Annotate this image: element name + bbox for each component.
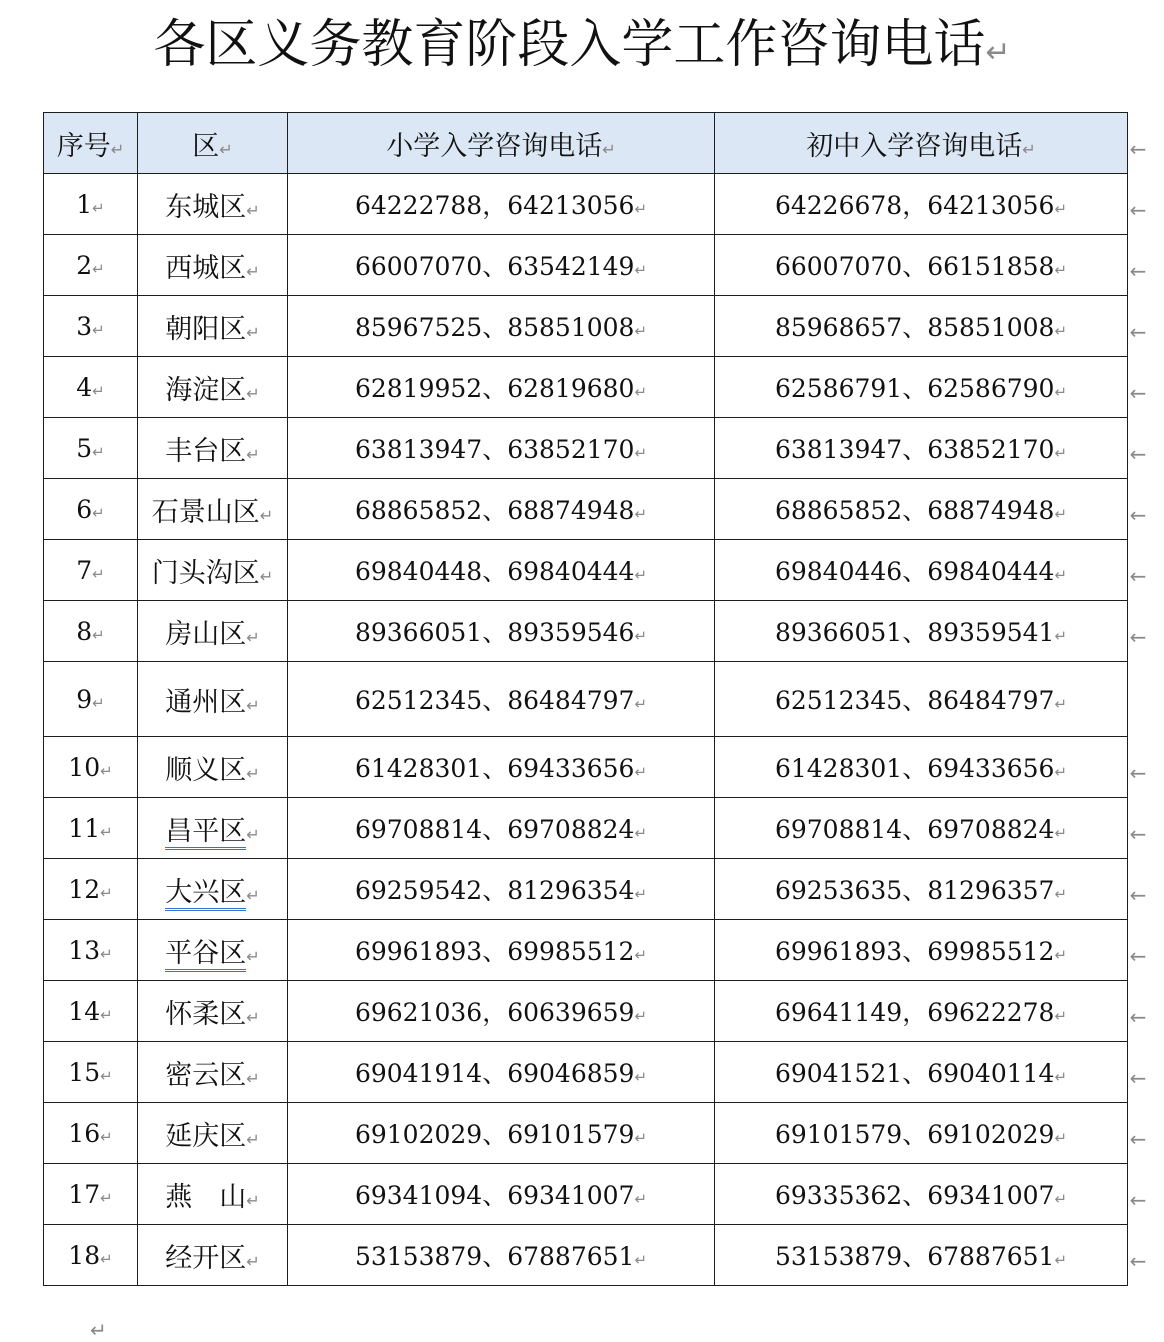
paragraph-mark-icon: ↵ [92,564,105,583]
paragraph-mark-icon: ↵ [92,198,105,217]
cell-primary-phone [288,798,715,859]
cell-middle-phone [715,1164,1128,1225]
cell-middle-phone [715,737,1128,798]
cell-primary-phone-text: 63813947、63852170 [354,435,635,464]
header-index: 序号↵ [44,113,138,174]
paragraph-mark-icon: ↵ [92,442,105,461]
cell-middle-phone [715,798,1128,859]
cell-middle-phone [715,859,1128,920]
paragraph-mark-icon: ↵ [100,1249,113,1268]
cell-middle-phone [715,1225,1128,1286]
cell-middle-phone-text: 85968657、85851008 [774,313,1055,342]
cell-district [138,662,288,737]
cell-middle-phone-text: 62512345、86484797 [774,686,1055,715]
paragraph-mark-icon: ↵ [246,824,260,844]
cell-middle-phone [715,981,1128,1042]
cell-district [138,1042,288,1103]
cell-middle-phone-text: 69253635、81296357 [774,876,1055,905]
paragraph-mark-icon: ↵ [219,139,233,159]
paragraph-mark-icon: ↵ [634,444,648,462]
cell-index [44,418,138,479]
cell-primary-phone-text: 69341094、69341007 [354,1181,635,1210]
cell-district [138,859,288,920]
table-row [44,798,1128,859]
row-end-mark-icon: ← [1129,503,1147,527]
header-middle-phone: 初中入学咨询电话↵ [715,113,1128,174]
paragraph-mark-icon: ↵ [100,1066,113,1085]
cell-index-text: 11 [68,813,101,843]
cell-primary-phone [288,357,715,418]
paragraph-mark-icon: ↵ [634,627,648,645]
paragraph-mark-icon: ↵ [634,946,648,964]
cell-middle-phone-text: 63813947、63852170 [774,435,1055,464]
cell-index-text: 9 [76,684,93,714]
paragraph-mark-icon: ↵ [1054,383,1068,401]
cell-index [44,737,138,798]
cell-primary-phone [288,235,715,296]
cell-primary-phone [288,1164,715,1225]
cell-district-text: 石景山区 [151,496,260,528]
cell-index [44,540,138,601]
paragraph-mark-icon: ↵ [1054,261,1068,279]
table-row [44,662,1128,737]
cell-primary-phone-text: 64222788，64213056 [354,191,635,220]
paragraph-mark-icon: ↵ [100,761,113,780]
cell-middle-phone-text: 53153879、67887651 [774,1242,1055,1271]
row-end-mark-icon: ← [1129,381,1147,405]
table-row [44,859,1128,920]
cell-index-text: 17 [68,1179,101,1209]
table-row [44,418,1128,479]
header-district: 区↵ [138,113,288,174]
cell-index-text: 14 [68,996,101,1026]
cell-primary-phone-text: 89366051、89359546 [354,618,635,647]
cell-primary-phone [288,174,715,235]
paragraph-mark-icon: ↵ [1054,824,1068,842]
cell-district [138,1103,288,1164]
cell-middle-phone [715,357,1128,418]
cell-district-text: 海淀区 [165,374,247,406]
cell-district-text: 昌平区 [165,816,246,850]
cell-middle-phone [715,1103,1128,1164]
cell-middle-phone-text: 69641149，69622278 [774,998,1055,1027]
paragraph-mark-icon: ↵ [634,1007,648,1025]
paragraph-mark-icon: ↵ [246,200,260,220]
paragraph-mark-icon: ↵ [1054,885,1068,903]
paragraph-mark-icon: ↵ [1054,627,1068,645]
paragraph-mark-icon: ↵ [246,1251,260,1271]
cell-district [138,357,288,418]
row-end-mark-icon: ← [1129,320,1147,344]
paragraph-mark-icon: ↵ [602,139,616,159]
cell-index-text: 7 [76,555,93,585]
paragraph-mark-icon: ↵ [634,1129,648,1147]
cell-district-text: 经开区 [165,1242,247,1274]
table-row [44,479,1128,540]
paragraph-mark-icon: ↵ [634,763,648,781]
cell-district-text: 怀柔区 [165,998,247,1030]
cell-index-text: 6 [76,494,93,524]
paragraph-mark-icon: ↵ [110,139,125,159]
paragraph-mark-icon: ↵ [1054,200,1068,218]
paragraph-mark-icon: ↵ [246,383,260,403]
cell-index-text: 10 [68,752,101,782]
table-row [44,981,1128,1042]
paragraph-mark-icon: ↵ [246,322,260,342]
cell-index [44,920,138,981]
cell-primary-phone-text: 61428301、69433656 [354,754,635,783]
paragraph-mark-icon: ↵ [1054,1251,1068,1269]
paragraph-mark-icon: ↵ [246,1129,260,1149]
table-row [44,235,1128,296]
cell-primary-phone [288,737,715,798]
paragraph-mark-icon: ↵ [246,695,260,715]
row-end-mark-icon: ← [1129,883,1147,907]
paragraph-mark-icon: ↵ [246,444,260,464]
cell-middle-phone-text: 64226678，64213056 [774,191,1055,220]
table-row [44,296,1128,357]
cell-index [44,981,138,1042]
cell-primary-phone [288,662,715,737]
paragraph-mark-icon: ↵ [246,261,260,281]
cell-district [138,540,288,601]
row-end-mark-icon: ← [1129,1066,1147,1090]
paragraph-mark-icon: ↵ [1054,566,1068,584]
paragraph-mark-icon: ↵ [1054,1007,1068,1025]
cell-district-text: 顺义区 [165,754,247,786]
cell-middle-phone [715,296,1128,357]
paragraph-mark-icon: ↵ [246,885,260,905]
cell-index-text: 8 [76,616,93,646]
cell-middle-phone-text: 62586791、62586790 [774,374,1055,403]
cell-primary-phone-text: 66007070、63542149 [354,252,635,281]
paragraph-mark-icon: ↵ [1054,695,1068,713]
cell-district [138,601,288,662]
row-end-mark-icon: ← [1129,1249,1147,1273]
cell-index [44,798,138,859]
table-row [44,920,1128,981]
cell-district [138,737,288,798]
cell-primary-phone-text: 85967525、85851008 [354,313,635,342]
cell-index [44,1042,138,1103]
row-end-mark-icon: ← [1129,625,1147,649]
cell-district [138,920,288,981]
cell-index [44,174,138,235]
paragraph-mark-icon: ↵ [92,625,105,644]
cell-middle-phone-text: 68865852、68874948 [774,496,1055,525]
row-end-mark-icon: ← [1129,259,1147,283]
row-end-mark-icon: ← [1129,1188,1147,1212]
cell-primary-phone-text: 69708814、69708824 [354,815,635,844]
paragraph-mark-icon: ↵ [1054,322,1068,340]
header-primary-phone: 小学入学咨询电话↵ [288,113,715,174]
paragraph-mark-icon: ↵ [1054,505,1068,523]
cell-district-text: 朝阳区 [165,313,247,345]
paragraph-mark-icon: ↵ [1022,139,1036,159]
cell-primary-phone-text: 53153879、67887651 [354,1242,635,1271]
table-row [44,174,1128,235]
paragraph-mark-icon: ↵ [634,885,648,903]
cell-primary-phone-text: 69041914、69046859 [354,1059,635,1088]
paragraph-mark-icon: ↵ [92,381,105,400]
paragraph-mark-icon: ↵ [634,1068,648,1086]
cell-index [44,479,138,540]
cell-primary-phone [288,859,715,920]
table-row [44,1042,1128,1103]
paragraph-mark-icon: ↵ [634,824,648,842]
cell-middle-phone-text: 69840446、69840444 [774,557,1055,586]
paragraph-mark-icon: ↵ [246,1190,260,1210]
cell-district [138,174,288,235]
row-end-mark-icon: ← [1129,137,1147,161]
paragraph-mark-icon: ↵ [634,383,648,401]
paragraph-mark-icon: ↵ [1054,1068,1068,1086]
cell-district-text: 丰台区 [165,435,247,467]
cell-middle-phone-text: 61428301、69433656 [774,754,1055,783]
cell-primary-phone [288,601,715,662]
row-end-mark-icon: ← [1129,1005,1147,1029]
paragraph-mark-icon: ↵ [1054,763,1068,781]
cell-index-text: 4 [76,372,93,402]
paragraph-mark-icon: ↵ [100,883,113,902]
row-end-mark-icon: ← [1129,761,1147,785]
paragraph-mark-icon: ↵ [259,505,274,525]
paragraph-mark-icon: ↵ [634,695,648,713]
paragraph-mark-icon: ↵ [1054,946,1068,964]
cell-district [138,235,288,296]
cell-district [138,479,288,540]
cell-district-text: 燕 山 [165,1181,247,1213]
cell-middle-phone-text: 69335362、69341007 [774,1181,1055,1210]
cell-district [138,1164,288,1225]
cell-district-text: 平谷区 [165,938,246,972]
cell-index-text: 1 [76,189,93,219]
cell-primary-phone-text: 68865852、68874948 [354,496,635,525]
cell-primary-phone [288,540,715,601]
cell-index-text: 12 [68,874,101,904]
paragraph-mark-icon: ↵ [634,261,648,279]
cell-index-text: 16 [68,1118,101,1148]
row-end-mark-icon: ← [1129,1127,1147,1151]
cell-primary-phone-text: 69840448、69840444 [354,557,635,586]
cell-primary-phone-text: 69961893、69985512 [354,937,635,966]
cell-index [44,235,138,296]
cell-primary-phone [288,1225,715,1286]
paragraph-mark-icon: ↵ [90,1318,107,1342]
cell-middle-phone-text: 89366051、89359541 [774,618,1055,647]
cell-index-text: 2 [76,250,93,280]
cell-primary-phone [288,1103,715,1164]
cell-index [44,1103,138,1164]
cell-index [44,859,138,920]
cell-district-text: 大兴区 [165,877,246,911]
cell-primary-phone [288,1042,715,1103]
table-row [44,601,1128,662]
table-header-row [44,113,1128,174]
cell-district-text: 房山区 [165,618,247,650]
paragraph-mark-icon: ↵ [246,763,260,783]
cell-district [138,1225,288,1286]
paragraph-mark-icon: ↵ [634,566,648,584]
cell-index [44,1164,138,1225]
paragraph-mark-icon: ↵ [92,693,105,712]
table-row [44,1225,1128,1286]
row-end-mark-icon: ← [1129,944,1147,968]
cell-middle-phone [715,479,1128,540]
cell-primary-phone [288,920,715,981]
cell-index [44,357,138,418]
paragraph-mark-icon: ↵ [100,822,113,841]
paragraph-mark-icon: ↵ [100,1005,113,1024]
paragraph-mark-icon: ↵ [634,1251,648,1269]
paragraph-mark-icon: ↵ [1054,444,1068,462]
cell-index [44,662,138,737]
cell-primary-phone-text: 62512345、86484797 [354,686,635,715]
cell-district-text: 密云区 [165,1059,247,1091]
cell-middle-phone [715,418,1128,479]
document-title-text: 各区义务教育阶段入学工作咨询电话 [153,15,986,75]
cell-index-text: 18 [68,1240,101,1270]
paragraph-mark-icon: ↵ [634,1190,648,1208]
paragraph-mark-icon: ↵ [92,503,105,522]
cell-index [44,296,138,357]
paragraph-mark-icon: ↵ [100,1127,113,1146]
cell-middle-phone [715,174,1128,235]
cell-district-text: 西城区 [165,252,247,284]
cell-middle-phone-text: 69101579、69102029 [774,1120,1055,1149]
cell-primary-phone-text: 62819952、62819680 [354,374,635,403]
paragraph-mark-icon: ↵ [100,944,113,963]
cell-district-text: 通州区 [165,686,247,718]
cell-primary-phone [288,479,715,540]
paragraph-mark-icon: ↵ [1054,1190,1068,1208]
consultation-phone-table [43,112,1128,1286]
cell-primary-phone-text: 69102029、69101579 [354,1120,635,1149]
cell-primary-phone-text: 69621036，60639659 [354,998,635,1027]
cell-index [44,1225,138,1286]
cell-middle-phone [715,1042,1128,1103]
cell-middle-phone-text: 66007070、66151858 [774,252,1055,281]
cell-index-text: 15 [68,1057,101,1087]
paragraph-mark-icon: ↵ [259,566,274,586]
paragraph-mark-icon: ↵ [246,627,260,647]
cell-district [138,981,288,1042]
cell-district [138,418,288,479]
table-row [44,737,1128,798]
cell-index [44,601,138,662]
paragraph-mark-icon: ↵ [985,35,1011,70]
cell-district [138,296,288,357]
paragraph-mark-icon: ↵ [92,320,105,339]
cell-primary-phone [288,981,715,1042]
cell-middle-phone [715,601,1128,662]
cell-district-text: 延庆区 [165,1120,247,1152]
cell-district [138,798,288,859]
paragraph-mark-icon: ↵ [246,1007,260,1027]
cell-district-text: 门头沟区 [151,557,260,589]
cell-primary-phone [288,418,715,479]
cell-middle-phone [715,920,1128,981]
cell-index-text: 5 [76,433,93,463]
paragraph-mark-icon: ↵ [634,322,648,340]
paragraph-mark-icon: ↵ [1054,1129,1068,1147]
row-end-mark-icon: ← [1129,198,1147,222]
paragraph-mark-icon: ↵ [634,200,648,218]
paragraph-mark-icon: ↵ [634,505,648,523]
cell-index-text: 13 [68,935,101,965]
table-row [44,357,1128,418]
row-end-mark-icon: ← [1129,564,1147,588]
cell-middle-phone [715,662,1128,737]
paragraph-mark-icon: ↵ [246,946,260,966]
cell-middle-phone-text: 69708814、69708824 [774,815,1055,844]
cell-middle-phone [715,540,1128,601]
table-row [44,1164,1128,1225]
row-end-mark-icon: ← [1129,442,1147,466]
cell-district-text: 东城区 [165,191,247,223]
row-end-mark-icon: ← [1129,822,1147,846]
cell-middle-phone-text: 69961893、69985512 [774,937,1055,966]
cell-middle-phone [715,235,1128,296]
cell-middle-phone-text: 69041521、69040114 [774,1059,1055,1088]
document-title [0,8,1164,83]
table-row [44,540,1128,601]
cell-primary-phone-text: 69259542、81296354 [354,876,635,905]
paragraph-mark-icon: ↵ [100,1188,113,1207]
paragraph-mark-icon: ↵ [92,259,105,278]
cell-primary-phone [288,296,715,357]
cell-index-text: 3 [76,311,93,341]
table-row [44,1103,1128,1164]
paragraph-mark-icon: ↵ [246,1068,260,1088]
